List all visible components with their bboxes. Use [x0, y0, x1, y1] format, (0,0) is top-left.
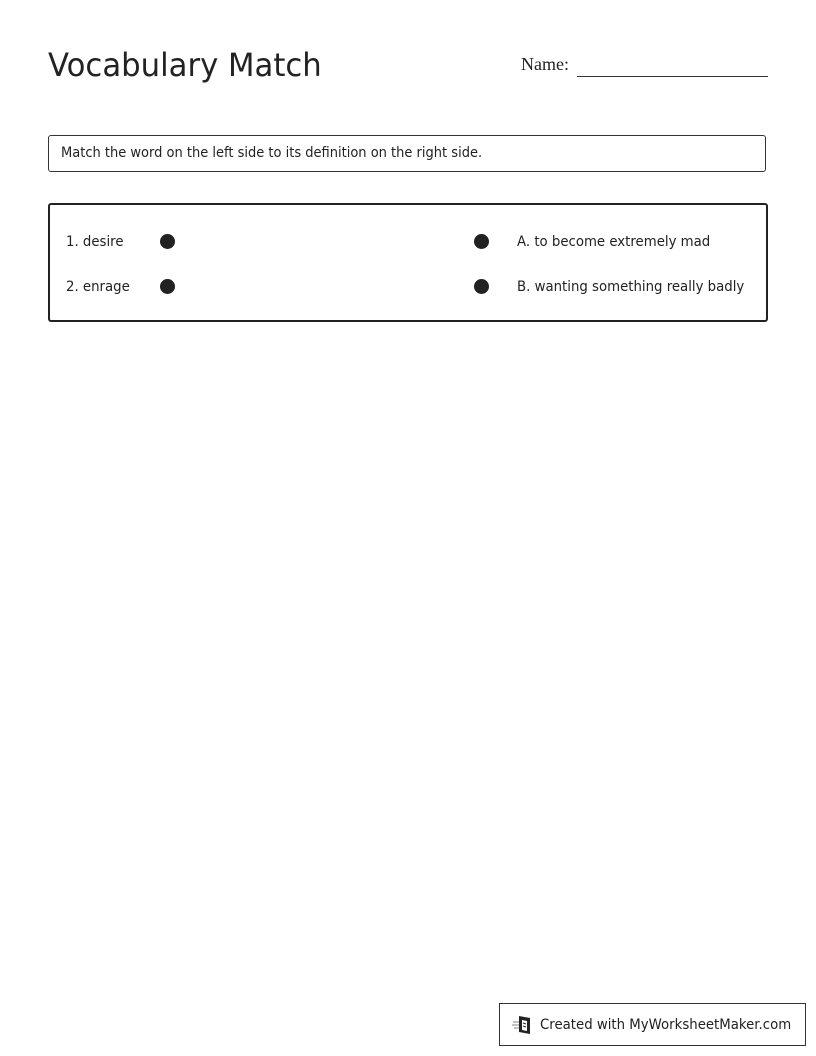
footer-badge[interactable]: [499, 1003, 806, 1046]
word-label: 2. enrage: [66, 279, 130, 295]
name-label: Name:: [521, 54, 569, 74]
word-connector-dot[interactable]: [160, 234, 175, 249]
name-field: [521, 54, 769, 80]
definition-connector-dot[interactable]: [474, 279, 489, 294]
word-connector-dot[interactable]: [160, 279, 175, 294]
word-item: [66, 230, 127, 254]
match-row: [50, 275, 766, 299]
definition-label: B. wanting something really badly: [517, 279, 745, 295]
word-label: 1. desire: [66, 234, 124, 250]
name-blank-line: [577, 76, 768, 77]
instructions-text: Match the word on the left side to its definition on the right side.: [61, 145, 483, 161]
page-title: Vocabulary Match: [48, 46, 322, 84]
footer-text: Created with MyWorksheetMaker.com: [540, 1016, 792, 1033]
match-row: [50, 230, 766, 254]
definition-item: [517, 230, 720, 254]
worksheet-logo-icon: [512, 1014, 534, 1036]
definition-item: [517, 275, 756, 299]
word-item: [66, 275, 133, 299]
definition-label: A. to become extremely mad: [517, 234, 711, 250]
matching-box: [48, 203, 768, 322]
definition-connector-dot[interactable]: [474, 234, 489, 249]
instructions-box: [48, 135, 766, 172]
